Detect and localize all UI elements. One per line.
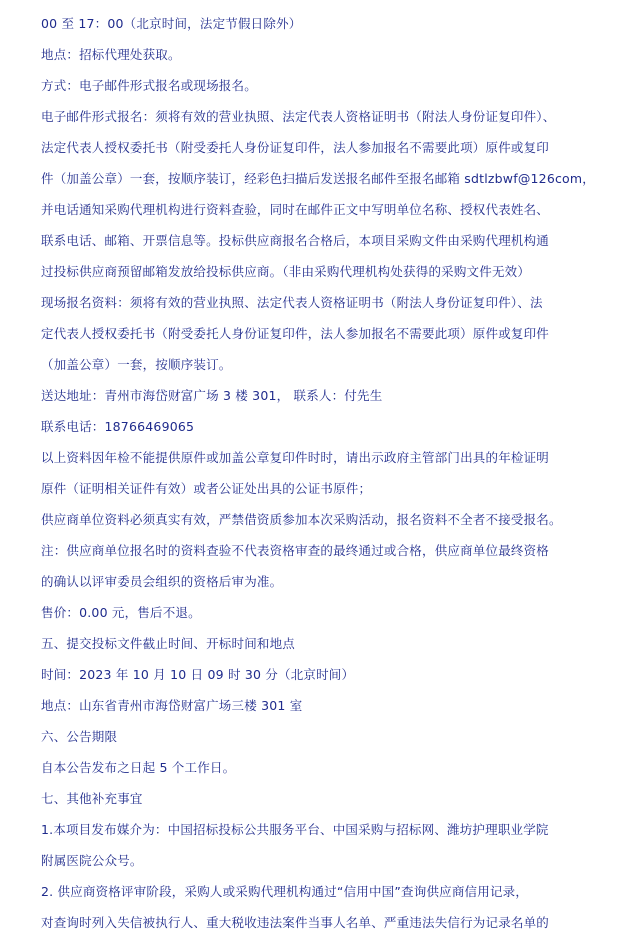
text-line: 注：供应商单位报名时的资料查验不代表资格审查的最终通过或合格，供应商单位最终资格 — [41, 543, 550, 558]
text-line: 联系电话：18766469065 — [41, 419, 195, 434]
text-line: 附属医院公众号。 — [41, 853, 143, 868]
text-line: 1.本项目发布媒介为：中国招标投标公共服务平台、中国采购与招标网、潍坊护理职业学院 — [41, 822, 549, 837]
text-line: 售价：0.00 元，售后不退。 — [41, 605, 201, 620]
text-line: 时间：2023 年 10 月 10 日 09 时 30 分（北京时间） — [41, 667, 355, 682]
text-line: （加盖公章）一套，按顺序装订。 — [41, 357, 232, 372]
text-line: 送达地址：青州市海岱财富广场 3 楼 301， 联系人：付先生 — [41, 388, 383, 403]
text-line: 并电话通知采购代理机构进行资料查验，同时在邮件正文中写明单位名称、授权代表姓名、 — [41, 202, 550, 217]
section-heading: 七、其他补充事宜 — [41, 791, 143, 806]
section-heading: 六、公告期限 — [41, 729, 118, 744]
text-line: 的确认以评审委员会组织的资格后审为准。 — [41, 574, 283, 589]
text-line: 2. 供应商资格评审阶段，采购人或采购代理机构通过“信用中国”查询供应商信用记录， — [41, 884, 529, 899]
text-line: 以上资料因年检不能提供原件或加盖公章复印件时时，请出示政府主管部门出具的年检证明 — [41, 450, 550, 465]
text-line: 件（加盖公章）一套，按顺序装订，经彩色扫描后发送报名邮件至报名邮箱 sdtlzbwf@126com， — [41, 171, 595, 186]
text-line: 现场报名资料：须将有效的营业执照、法定代表人资格证明书（附法人身份证复印件）、法 — [41, 295, 543, 310]
section-heading: 五、提交投标文件截止时间、开标时间和地点 — [41, 636, 296, 651]
text-line: 过投标供应商预留邮箱发放给投标供应商。（非由采购代理机构处获得的采购文件无效） — [41, 264, 531, 279]
text-line: 地点：招标代理处获取。 — [41, 47, 181, 62]
text-line: 自本公告发布之日起 5 个工作日。 — [41, 760, 236, 775]
text-line: 供应商单位资料必须真实有效，严禁借资质参加本次采购活动，报名资料不全者不接受报名。 — [41, 512, 562, 527]
text-line: 法定代表人授权委托书（附受委托人身份证复印件，法人参加报名不需要此项）原件或复印 — [41, 140, 550, 155]
text-line: 方式：电子邮件形式报名或现场报名。 — [41, 78, 257, 93]
text-line: 00 至 17：00（北京时间，法定节假日除外） — [41, 16, 302, 31]
text-line: 地点：山东省青州市海岱财富广场三楼 301 室 — [41, 698, 303, 713]
text-line: 对查询时列入失信被执行人、重大税收违法案件当事人名单、严重违法失信行为记录名单的 — [41, 915, 550, 930]
text-line: 联系电话、邮箱、开票信息等。投标供应商报名合格后，本项目采购文件由采购代理机构通 — [41, 233, 550, 248]
text-line: 电子邮件形式报名：须将有效的营业执照、法定代表人资格证明书（附法人身份证复印件）、 — [41, 109, 556, 124]
text-line: 原件（证明相关证件有效）或者公证处出具的公证书原件； — [41, 481, 372, 496]
text-line: 定代表人授权委托书（附受委托人身份证复印件，法人参加报名不需要此项）原件或复印件 — [41, 326, 550, 341]
